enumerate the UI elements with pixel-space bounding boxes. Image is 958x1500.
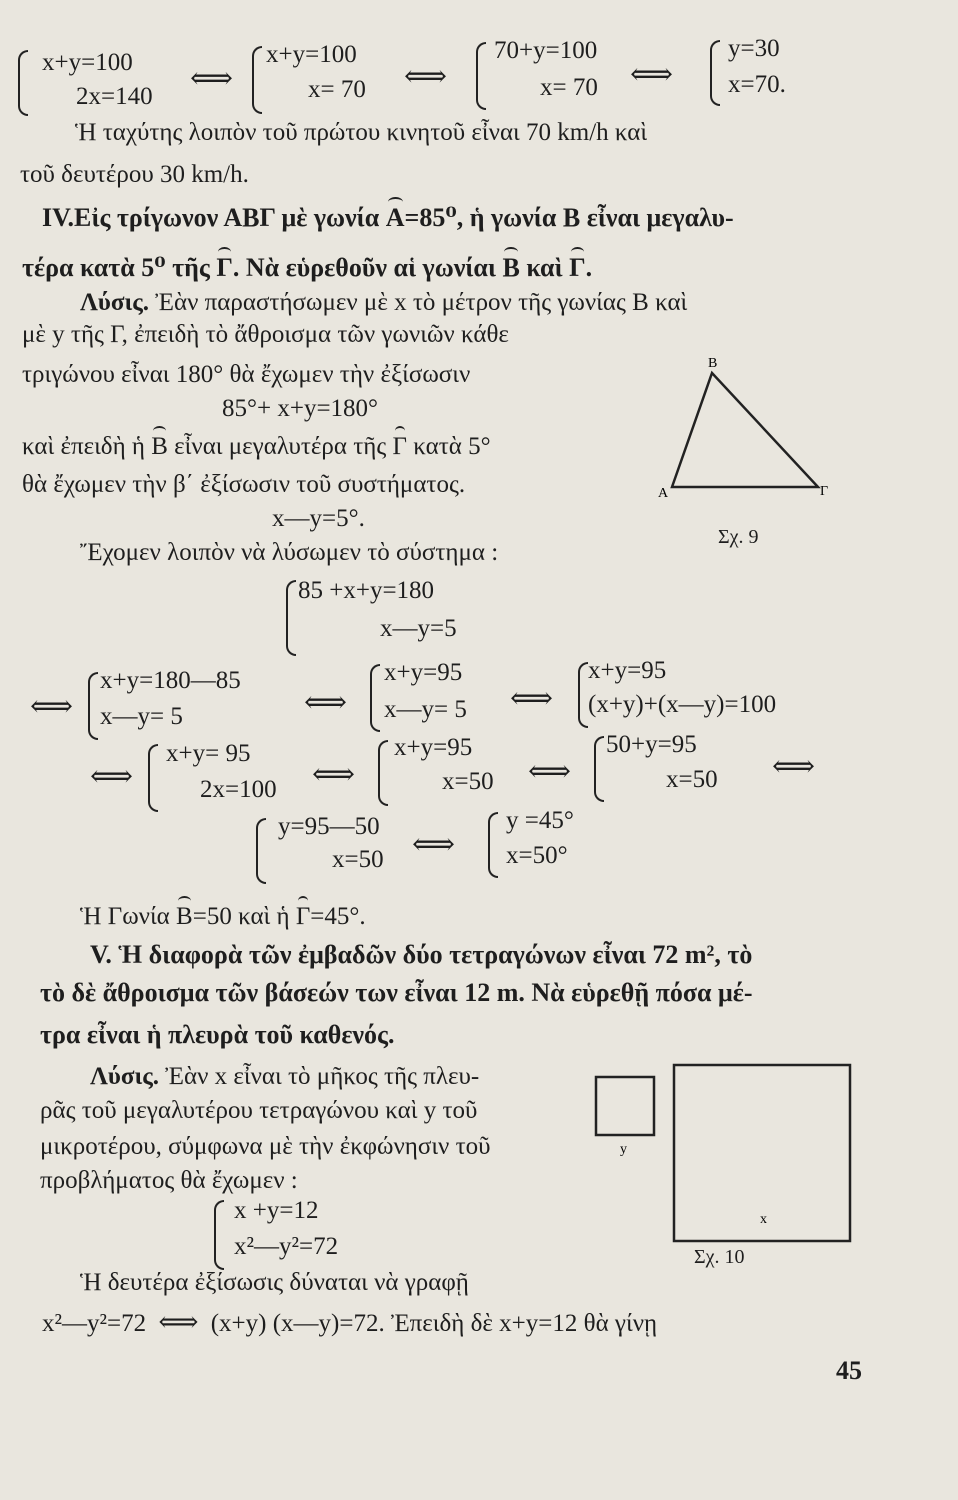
equation: x+y=95 xyxy=(384,659,463,686)
equation: x—y= 5 xyxy=(384,696,467,723)
equivalence-arrow: ⟺ xyxy=(772,750,816,783)
angle-a: Α xyxy=(385,203,405,232)
brace xyxy=(214,1200,224,1270)
text-line: Ἔχομεν λοιπὸν νὰ λύσωμεν τὸ σύστημα : xyxy=(80,539,499,566)
equation: x +y=12 xyxy=(234,1197,319,1224)
brace xyxy=(256,818,266,884)
side-label-y: y xyxy=(620,1142,627,1157)
problem-4-line-2: τέρα κατὰ 5⁰ τῆς Γ. Νὰ εὑρεθοῦν αἱ γωνίαι Β καὶ Γ. xyxy=(22,253,593,282)
equivalence-arrow: ⟺ xyxy=(190,62,234,95)
equation: x+y=100 xyxy=(266,41,357,68)
text-line: x²—y²=72 ⟺ (x+y) (x—y)=72. Ἐπειδὴ δὲ x+y=12 θὰ γίνῃ xyxy=(42,1307,658,1338)
solution-5-line-1: Λύσις. Ἐὰν x εἶναι τὸ μῆκος τῆς πλευ- xyxy=(90,1063,480,1090)
equation: x—y=5 xyxy=(380,615,457,642)
brace xyxy=(578,662,588,728)
problem-5-line-1: V. Ἡ διαφορὰ τῶν ἐμβαδῶν δύο τετραγώνων εἶναι 72 m², τὸ xyxy=(90,940,753,969)
equivalence-arrow: ⟺ xyxy=(158,1307,199,1338)
equation: x+y=100 xyxy=(42,49,133,76)
equation: x+y= 95 xyxy=(166,740,251,767)
equivalence-arrow: ⟺ xyxy=(404,60,448,93)
equivalence-arrow: ⟺ xyxy=(510,682,554,715)
solution-4-line-1: Λύσις. Ἐὰν παραστήσωμεν μὲ x τὸ μέτρον τῆς γωνίας Β καὶ xyxy=(80,289,688,316)
problem-5-line-3: τρα εἶναι ἡ πλευρὰ τοῦ καθενός. xyxy=(40,1020,395,1049)
page-number: 45 xyxy=(836,1356,862,1385)
angle-g: Γ xyxy=(295,903,311,930)
brace xyxy=(148,744,158,812)
angle-b: Β xyxy=(502,253,520,282)
equation: x=70. xyxy=(728,71,786,98)
equation: y=95—50 xyxy=(278,813,380,840)
angle-b: Β xyxy=(176,903,193,930)
equation: x=50° xyxy=(506,842,568,869)
brace xyxy=(370,664,380,732)
equivalence-arrow: ⟺ xyxy=(304,686,348,719)
equivalence-arrow: ⟺ xyxy=(630,58,674,91)
solution-label: Λύσις. xyxy=(80,289,150,316)
equation: 85 +x+y=180 xyxy=(298,577,435,604)
equation: x= 70 xyxy=(308,76,366,103)
text-line: τοῦ δευτέρου 30 km/h. xyxy=(20,161,249,188)
angle-g: Γ xyxy=(392,433,407,460)
text-line: θὰ ἔχωμεν τὴν β΄ ἐξίσωσιν τοῦ συστήματος. xyxy=(22,471,466,498)
figure-10-caption: Σχ. 10 xyxy=(694,1246,745,1268)
figure-9-triangle xyxy=(650,355,850,505)
angle-g: Γ xyxy=(216,253,233,282)
equation: x+y=95 xyxy=(588,657,667,684)
equation: x—y=5°. xyxy=(272,505,365,532)
solution-label: Λύσις. xyxy=(90,1063,160,1090)
text-line: Ἡ ταχύτης λοιπὸν τοῦ πρώτου κινητοῦ εἶναι 70 km/h καὶ xyxy=(75,119,648,146)
equation: (x+y)+(x—y)=100 xyxy=(588,691,777,718)
text-line: ρᾶς τοῦ μεγαλυτέρου τετραγώνου καὶ y τοῦ xyxy=(40,1097,478,1124)
text-line: τριγώνου εἶναι 180° θὰ ἔχωμεν τὴν ἐξίσωσιν xyxy=(22,361,471,388)
problem-5-line-2: τὸ δὲ ἄθροισμα τῶν βάσεών των εἶναι 12 m. Νὰ εὑρεθῇ πόσα μέ- xyxy=(40,978,753,1007)
angle-g: Γ xyxy=(569,253,586,282)
brace xyxy=(476,42,486,110)
equivalence-arrow: ⟺ xyxy=(30,690,74,723)
brace xyxy=(88,672,98,740)
equation: x—y= 5 xyxy=(100,703,183,730)
equation: x=50 xyxy=(666,766,718,793)
text-line: μὲ y τῆς Γ, ἐπειδὴ τὸ ἄθροισμα τῶν γωνιῶν κάθε xyxy=(22,321,509,348)
equation: 50+y=95 xyxy=(606,731,697,758)
equation: x=50 xyxy=(332,846,384,873)
equation: 85°+ x+y=180° xyxy=(222,395,379,422)
brace xyxy=(488,812,498,878)
equation: x= 70 xyxy=(540,74,598,101)
brace xyxy=(286,580,296,656)
equivalence-arrow: ⟺ xyxy=(412,828,456,861)
equation: y=30 xyxy=(728,35,780,62)
equation: x=50 xyxy=(442,768,494,795)
vertex-label-g: Γ xyxy=(820,484,829,499)
brace xyxy=(252,46,262,114)
figure-10-squares xyxy=(590,1055,860,1245)
side-label-x: x xyxy=(760,1212,767,1227)
equation: 70+y=100 xyxy=(494,37,598,64)
problem-4-line-1: IV.Εἰς τρίγωνον ΑΒΓ μὲ γωνία Α=85⁰, ἡ γωνία Β εἶναι μεγαλυ- xyxy=(42,203,734,232)
angle-b: Β xyxy=(151,433,168,460)
equivalence-arrow: ⟺ xyxy=(90,760,134,793)
text-line: Ἡ δευτέρα ἐξίσωσις δύναται νὰ γραφῇ xyxy=(80,1269,469,1296)
brace xyxy=(710,40,720,106)
brace xyxy=(18,50,28,116)
figure-9-caption: Σχ. 9 xyxy=(718,526,759,548)
brace xyxy=(378,740,388,806)
equation: 2x=140 xyxy=(76,83,153,110)
equivalence-arrow: ⟺ xyxy=(312,758,356,791)
text-line: μικροτέρου, σύμφωνα μὲ τὴν ἐκφώνησιν τοῦ xyxy=(40,1133,491,1160)
equation: 2x=100 xyxy=(200,776,277,803)
equation: x+y=95 xyxy=(394,734,473,761)
equation: x+y=180—85 xyxy=(100,667,241,694)
vertex-label-a: Α xyxy=(658,486,669,501)
final-answer: Ἡ Γωνία Β=50 καὶ ἡ Γ=45°. xyxy=(80,903,366,930)
brace xyxy=(594,736,604,802)
vertex-label-b: Β xyxy=(708,356,718,371)
text-line: καὶ ἐπειδὴ ἡ Β εἶναι μεγαλυτέρα τῆς Γ κατὰ 5° xyxy=(22,433,491,460)
equation: y =45° xyxy=(506,807,574,834)
equation: x²—y²=72 xyxy=(234,1233,339,1260)
text-line: προβλήματος θὰ ἔχωμεν : xyxy=(40,1167,298,1194)
equivalence-arrow: ⟺ xyxy=(528,755,572,788)
